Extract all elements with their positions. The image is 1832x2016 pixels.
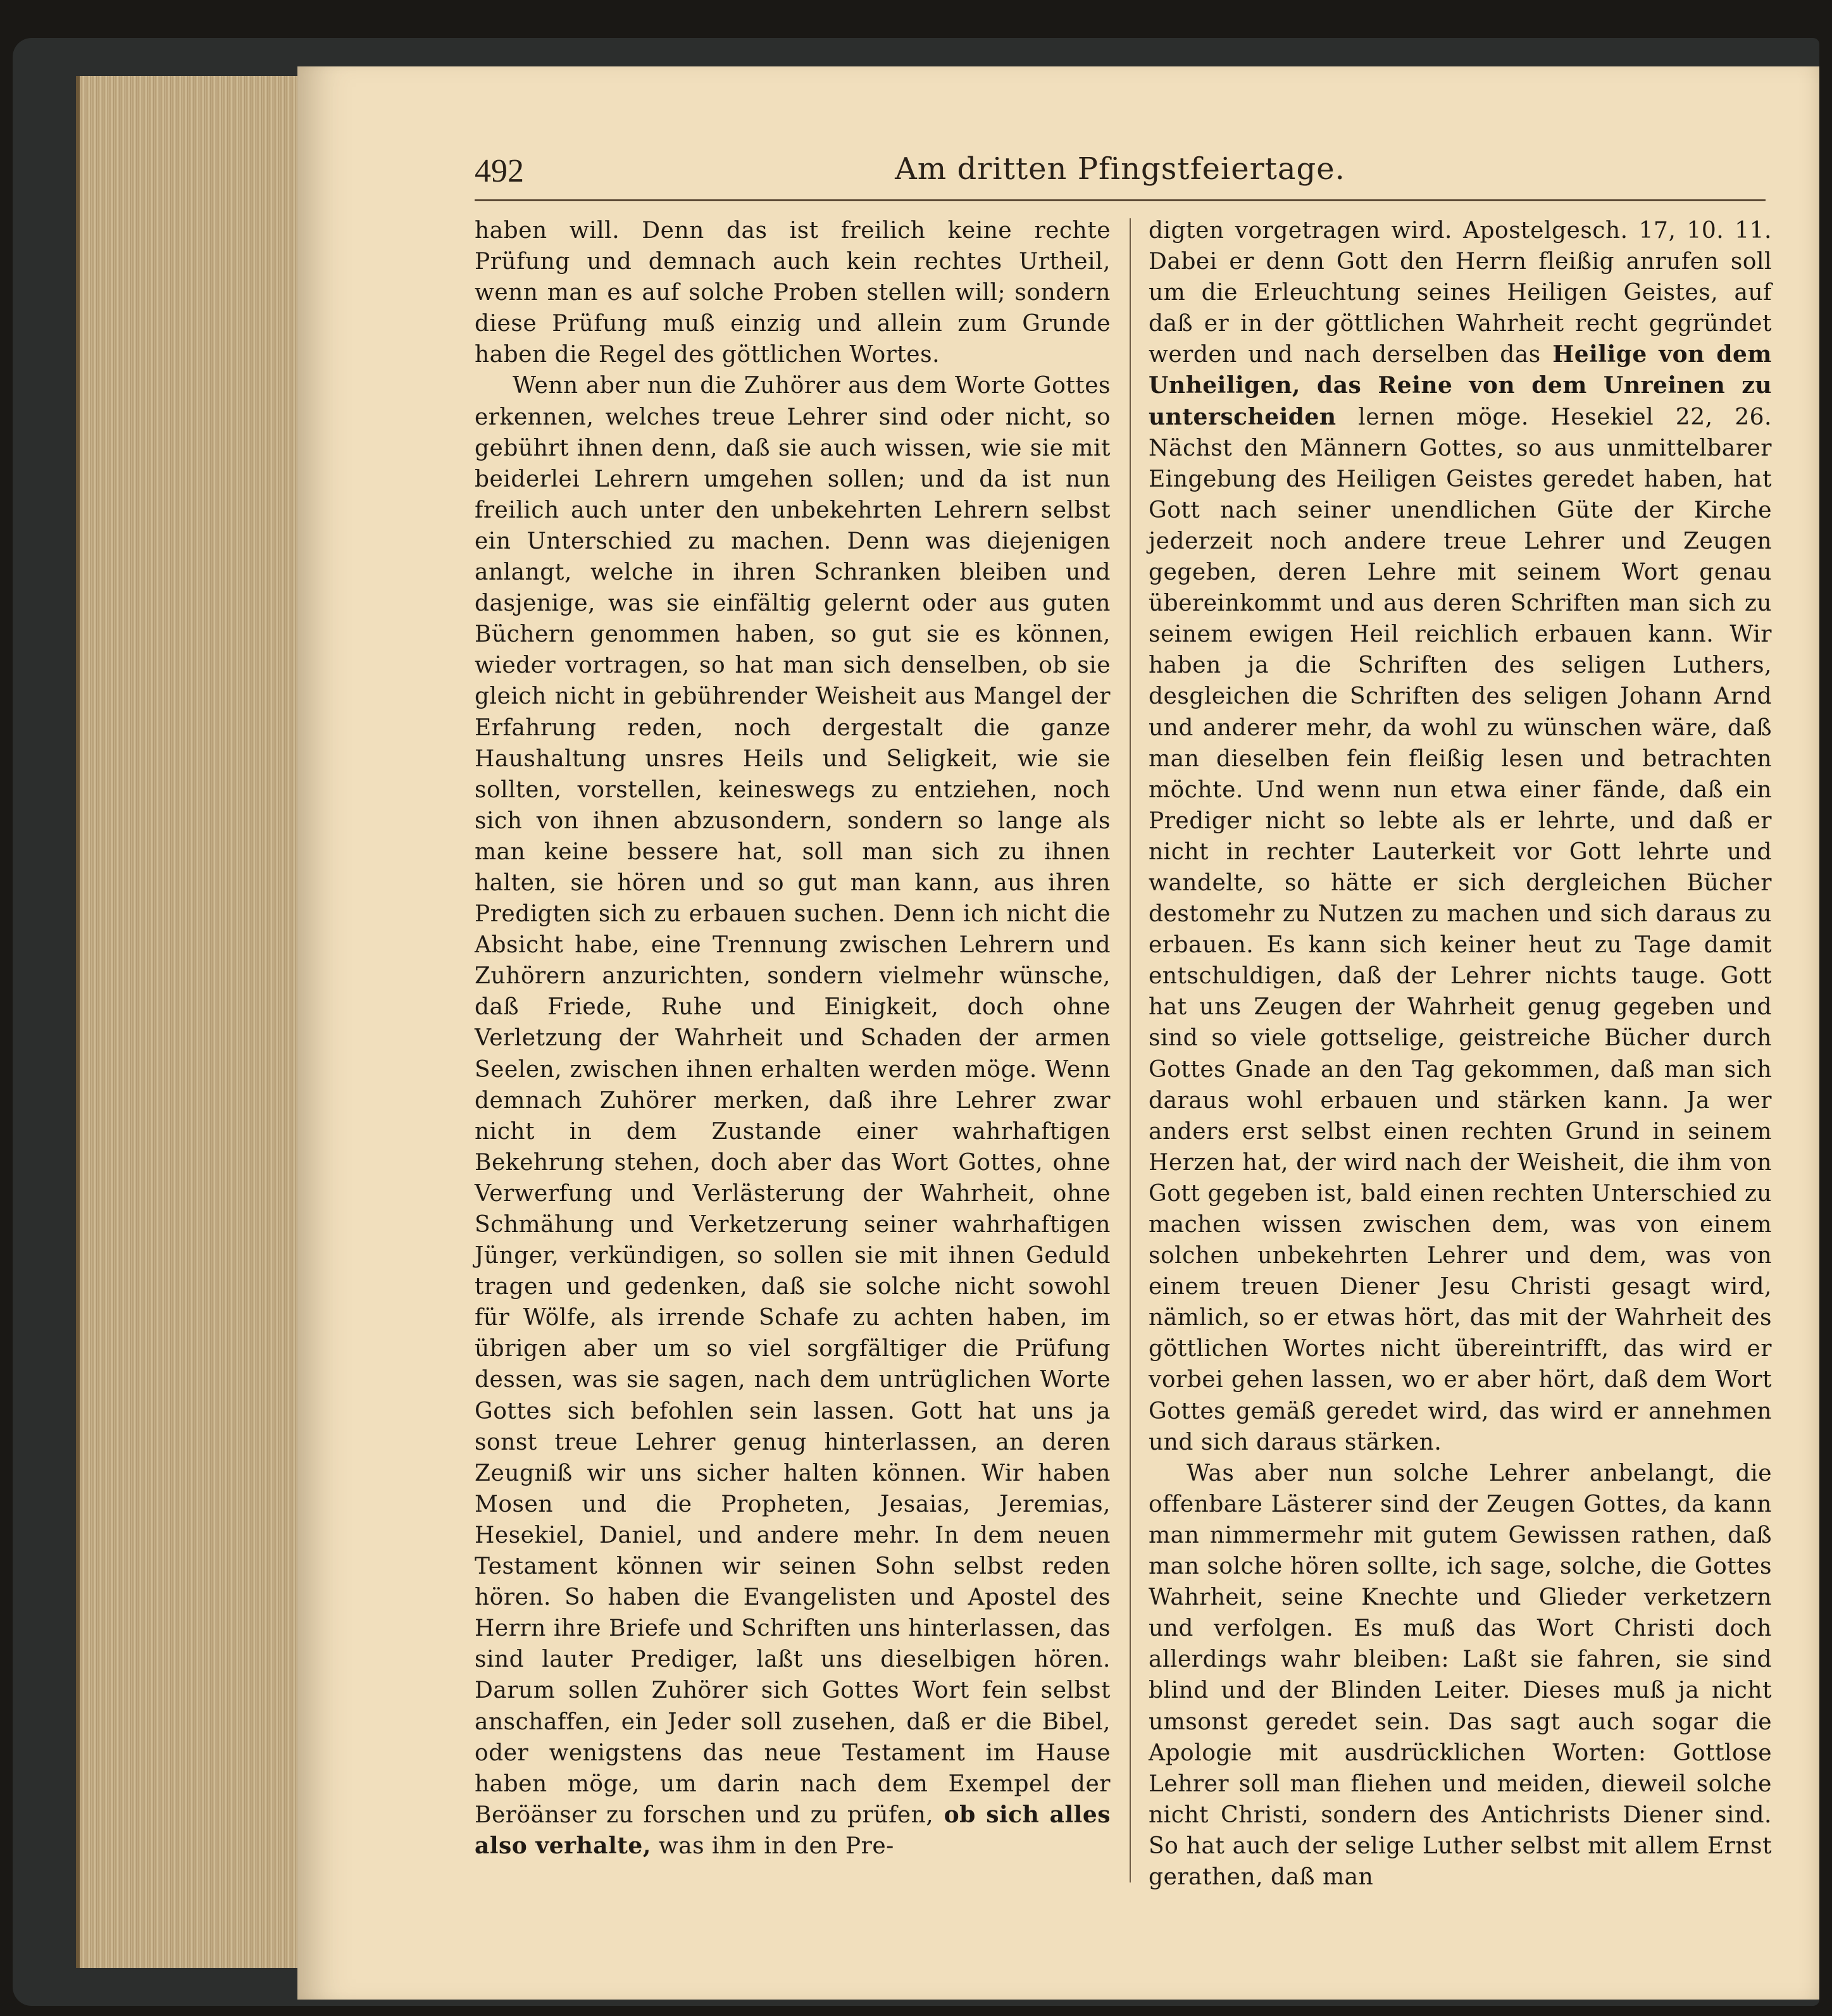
left-column: [475, 215, 1111, 1862]
column-divider: [1130, 218, 1131, 1882]
book-page: [297, 66, 1819, 2000]
page-edges: [76, 76, 320, 1968]
paragraph: [475, 370, 1111, 1862]
right-column: [1149, 215, 1772, 1893]
emphasis-text: Heilige von dem Unheiligen, das Reine von dem Unreinen zu unterscheiden: [1149, 341, 1772, 430]
page-number: 492: [475, 153, 524, 189]
paragraph: [1149, 215, 1772, 1458]
paragraph: Was aber nun solche Lehrer anbelangt, die offenbare Lästerer sind der Zeugen Gottes, da kann man nimmermehr mit gutem Gewissen rathen, daß man solche hören sollte, ich sage, solche, die Gottes Wahrheit, seine Knechte und Glieder verketzern und verfolgen. Es muß das Wort Christi doch allerdings wahr bleiben: Laßt sie fahren, sie sind blind und der Blinden Leiter. Dieses muß ja nicht umsonst geredet sein. Das sagt auch sogar die Apologie mit ausdrücklichen Worten: Gottlose Lehrer soll man fliehen und meiden, dieweil solche nicht Christi, sondern des Antichrists Diener sind. So hat auch der selige Luther selbst mit allem Ernst gerathen, daß man: [1149, 1460, 1772, 1890]
emphasis-text: ob sich alles also verhalte,: [475, 1801, 1111, 1859]
paragraph-text: digten vorgetragen wird. Apostelgesch. 17, 10. 11. Dabei er denn Gott den Herrn fleißig anrufen soll um die Erleuchtung seines Heiligen Geistes, auf daß er in der göttlichen Wahrheit recht gegründet werden und nach derselben das: [1149, 218, 1772, 368]
running-title: Am dritten Pfingstfeiertage.: [895, 151, 1345, 187]
paragraph: haben will. Denn das ist freilich keine rechte Prüfung und demnach auch kein rechtes Urtheil, wenn man es auf solche Proben stellen will; sondern diese Prüfung muß einzig und allein zum Grunde haben die Regel des göttlichen Wortes.: [475, 218, 1111, 368]
paragraph-text: Wenn aber nun die Zuhörer aus dem Worte Gottes erkennen, welches treue Lehrer sind oder nicht, so gebührt ihnen denn, daß sie auch wissen, wie sie mit beiderlei Lehrern umgehen sollen; und da ist nun freilich auch unter den unbekehrten Lehrern selbst ein Unterschied zu machen. Denn was diejenigen anlangt, welche in ihren Schranken bleiben und dasjenige, was sie einfältig gelernt oder aus guten Büchern genommen haben, so gut sie es können, wieder vortragen, so hat man sich denselben, ob sie gleich nicht in gebührender Weisheit aus Mangel der Erfahrung reden, noch dergestalt die ganze Haushaltung unsres Heils und Seligkeit, wie sie sollten, vorstellen, keineswegs zu entziehen, noch sich von ihnen abzusondern, sondern so lange als man keine bessere hat, soll man sich zu ihnen halten, sie hören und so gut man kann, aus ihren Predigten sich zu erbauen suchen. Denn ich nicht die Absicht habe, eine Trennung zwischen Lehrern und Zuhörern anzurichten, sondern vielmehr wünsche, daß Friede, Ruhe und Einigkeit, doch ohne Verletzung der Wahrheit und Schaden der armen Seelen, zwischen ihnen erhalten werden möge. Wenn demnach Zuhörer merken, daß ihre Lehrer zwar nicht in dem Zustande einer wahrhaftigen Bekehrung stehen, doch aber das Wort Gottes, ohne Verwerfung und Verlästerung der Wahrheit, ohne Schmähung und Verketzerung seiner wahrhaftigen Jünger, verkündigen, so sollen sie mit ihnen Geduld tragen und gedenken, daß sie solche nicht sowohl für Wölfe, als irrende Schafe zu achten haben, im übrigen aber um so viel sorgfältiger die Prüfung dessen, was sie sagen, nach dem untrüglichen Worte Gottes sich befohlen sein lassen. Gott hat uns ja sonst treue Lehrer genug hinterlassen, an deren Zeugniß wir uns sicher halten können. Wir haben Mosen und die Propheten, Jesaias, Jeremias, Hesekiel, Daniel, und andere mehr. In dem neuen Testament können wir seinen Sohn selbst reden hören. So haben die Evangelisten und Apostel des Herrn ihre Briefe und Schriften uns hinterlassen, das sind lauter Prediger, laßt uns dieselbigen hören. Darum sollen Zuhörer sich Gottes Wort fein selbst anschaffen, ein Jeder soll zusehen, daß er die Bibel, oder wenigstens das neue Testament im Hause haben möge, um darin nach dem Exempel der Beröänser zu forschen und zu prüfen,: [475, 373, 1111, 1828]
paragraph-text: was ihm in den Pre-: [651, 1832, 894, 1859]
paragraph-text: lernen möge. Hesekiel 22, 26. Nächst den Männern Gottes, so aus unmittelbarer Eingebung des Heiligen Geistes geredet haben, hat Gott nach seiner unendlichen Güte der Kirche jederzeit noch andere treue Lehrer und Zeugen gegeben, deren Lehre mit seinem Wort genau übereinkommt und aus deren Schriften man sich zu seinem ewigen Heil reichlich erbauen kann. Wir haben ja die Schriften des seligen Luthers, desgleichen die Schriften des seligen Johann Arnd und anderer mehr, da wohl zu wünschen wäre, daß man dieselben fein fleißig lesen und betrachten möchte. Und wenn nun etwa einer fände, daß ein Prediger nicht so lebte als er lehrte, und daß er nicht in rechter Lauterkeit vor Gott lehrte und wandelte, so hätte er sich dergleichen Bücher destomehr zu Nutzen zu machen und sich daraus zu erbauen. Es kann sich keiner heut zu Tage damit entschuldigen, daß der Lehrer nichts tauge. Gott hat uns Zeugen der Wahrheit genug gegeben und sind so viele gottselige, geistreiche Bücher durch Gottes Gnade an den Tag gekommen, daß man sich daraus wohl erbauen und stärken kann. Ja wer anders erst selbst einen rechten Grund in seinem Herzen hat, der wird nach der Weisheit, die ihm von Gott gegeben ist, bald einen rechten Unterschied zu machen wissen zwischen dem, was von einem solchen unbekehrten Lehrer und dem, was von einem treuen Diener Jesu Christi gesagt wird, nämlich, so er etwas hört, das mit der Wahrheit des göttlichen Wortes nicht übereintrifft, das wird er vorbei gehen lassen, wo er aber hört, daß dem Wort Gottes gemäß geredet wird, das wird er annehmen und sich daraus stärken.: [1149, 404, 1772, 1455]
page-header: [475, 149, 1766, 201]
